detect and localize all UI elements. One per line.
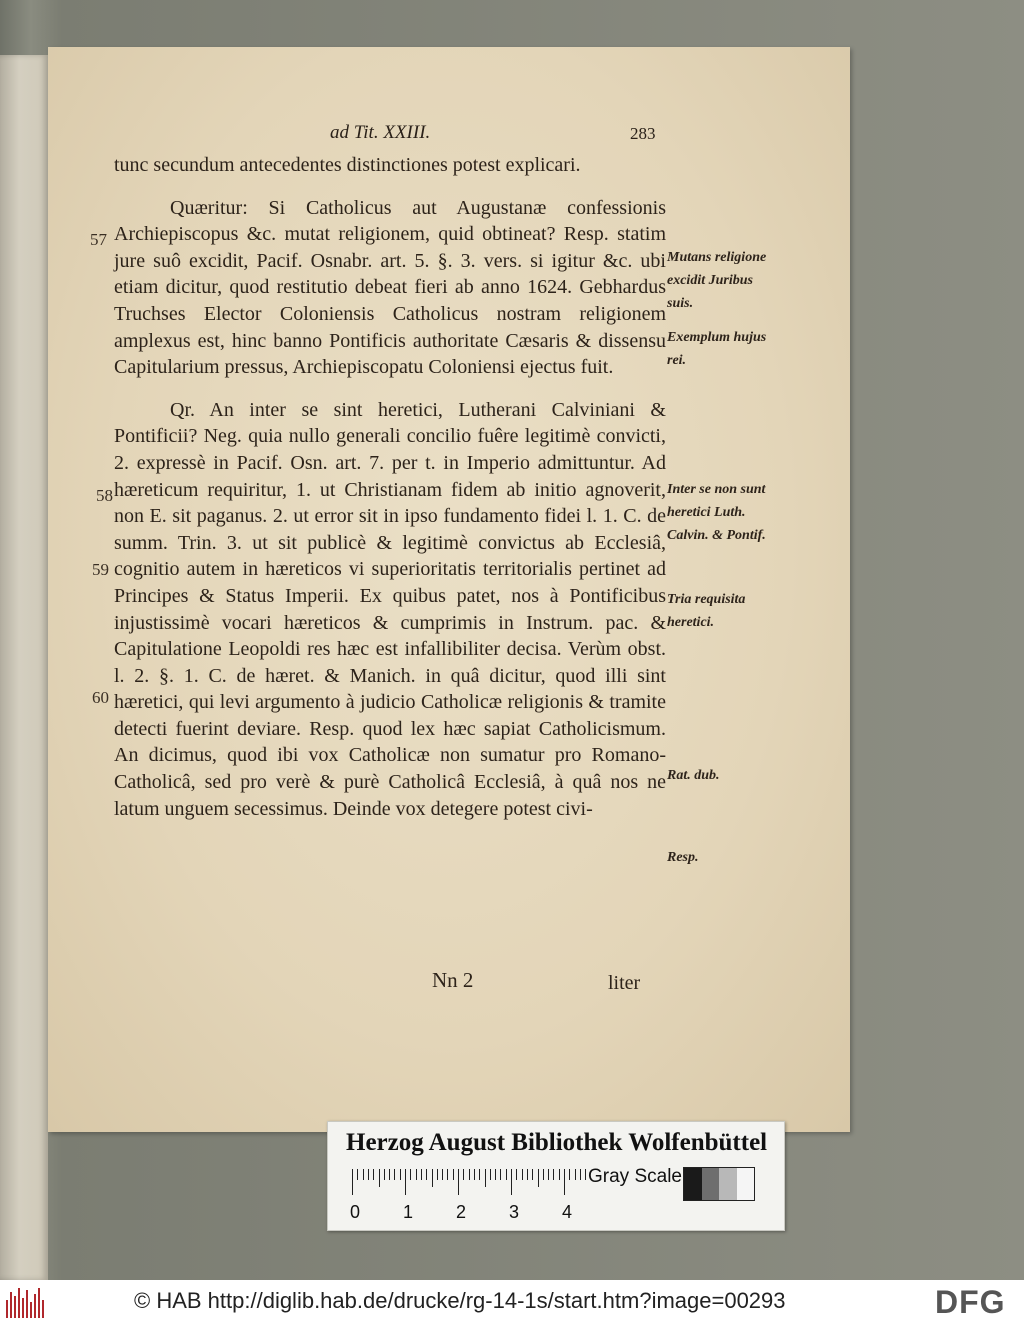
ruler-tick [373, 1169, 374, 1180]
ruler-tick [379, 1169, 380, 1187]
ruler-tick [458, 1169, 459, 1195]
ruler-tick [538, 1169, 539, 1187]
ruler-tick [400, 1169, 401, 1180]
paragraph-2: Quæritur: Si Catholicus aut Augustanæ confessionis Archiepiscopus &c. mutat religionem, quid obtineat? Resp. statim jure suô excidit, Pacif. Osnabr. art. 5. §. 3. vers. si igitur &c. ubi etiam dicitur, quod restitutio debeat fieri ab anno 1624. Gebhardus Truchses Elector Coloniensis Catholicus nostram religionem amplexus est, hinc banno Pontificis authoritate Cæsaris & dissensu Capitularium pressus, Archiepiscopatu Coloniensi ejectus fuit. [114, 196, 666, 379]
ruler-tick [580, 1169, 581, 1180]
ruler-tick [394, 1169, 395, 1180]
ruler-tick [543, 1169, 544, 1180]
ruler-tick [410, 1169, 411, 1180]
margin-note: Exemplum hujus rei. [667, 330, 767, 368]
ruler-tick [426, 1169, 427, 1180]
margin-note: Resp. [667, 850, 699, 865]
ruler-tick [469, 1169, 470, 1180]
footer-bar [0, 1280, 1024, 1325]
ruler [352, 1169, 582, 1195]
logo-bar [26, 1290, 28, 1318]
ruler-tick [569, 1169, 570, 1180]
ruler-tick [357, 1169, 358, 1180]
margin-note: Inter se non sunt heretici Luth. Calvin. & Pontif. [667, 482, 766, 543]
logo-bar [10, 1292, 12, 1318]
ruler-tick [463, 1169, 464, 1180]
ruler-tick [368, 1169, 369, 1180]
ruler-tick [352, 1169, 353, 1195]
ruler-tick [437, 1169, 438, 1180]
logo-bar [42, 1300, 44, 1318]
ruler-tick [453, 1169, 454, 1180]
margin-note: Tria requisita heretici. [667, 592, 746, 630]
ruler-tick [553, 1169, 554, 1180]
paragraph-1: tunc secundum antecedentes distinctiones potest explicari. [114, 154, 581, 176]
ruler-tick [490, 1169, 491, 1180]
logo-bar [22, 1298, 24, 1318]
ruler-tick [479, 1169, 480, 1180]
ruler-tick [421, 1169, 422, 1180]
ruler-tick [559, 1169, 560, 1180]
ruler-label: 3 [509, 1202, 520, 1222]
page-number: 283 [630, 124, 656, 143]
ruler-tick [548, 1169, 549, 1180]
logo-bar [18, 1288, 20, 1318]
running-head: ad Tit. XXIII. [330, 122, 431, 143]
ruler-tick [485, 1169, 486, 1187]
catchword: liter [608, 972, 641, 994]
paragraph-3: Qr. An inter se sint heretici, Lutherani Calviniani & Pontificii? Neg. quia nullo generali concilio fuêre legitimè convicti, 2. expressè in Pacif. Osn. art. 7. per t. in Imperio admittuntur. Ad hæreticum requiritur, 1. ut Christianam fidem ab initio agnoverit, non E. sit paganus. 2. ut error sit in ipso fundamento fidei l. 1. C. de summ. Trin. 3. ut sit publicè & legitimè convictus ab Ecclesiâ, cognitio autem in hæreticos vi superioritatis territorialis pertinet ad Principes & Status Imperii. Ex quibus patet, nos à Pontificibus injustissimè vocari hæreticos & cumprimis in Instrum. pac. & Capitulatione Leopoldi res hæc est infallibiliter decisa. Verùm obst. l. 2. §. 1. C. de hæret. & Manich. in quâ dicitur, quod illi sint hæretici, qui levi argumento à judicio Catholicæ religionis & tramite detecti fuerint deviare. Resp. quod lex hæc sapiat Catholicismum. An dicimus, quod ibi vox Catholicæ non sumatur pro Romano-Catholicâ, sed pro verè & purè Catholicâ Ecclesiâ, à quâ nos ne latum unguem secessimus. Deinde vox detegere potest civi- [114, 398, 666, 820]
ruler-tick [384, 1169, 385, 1180]
ruler-label: 4 [562, 1202, 573, 1222]
signature-mark: Nn 2 [432, 968, 474, 992]
ruler-label: 0 [350, 1202, 361, 1222]
ruler-label: 1 [403, 1202, 414, 1222]
margin-note: Mutans religione excidit Juribus suis. [667, 250, 767, 311]
ruler-tick [522, 1169, 523, 1180]
gray-swatch [737, 1168, 755, 1200]
ruler-tick [585, 1169, 586, 1180]
ruler-tick [527, 1169, 528, 1180]
card-title: Herzog August Bibliothek Wolfenbüttel [346, 1129, 768, 1156]
ruler-tick [500, 1169, 501, 1180]
main-text-block [114, 152, 666, 838]
book-spine [0, 55, 48, 1280]
paragraph-marker: 59 [92, 560, 109, 579]
logo-bar [6, 1300, 8, 1318]
copyright-link[interactable]: © HAB http://diglib.hab.de/drucke/rg-14-1s/start.htm?image=00293 [134, 1288, 786, 1313]
ruler-tick [405, 1169, 406, 1195]
dfg-logo: DFG [935, 1284, 1006, 1320]
gray-swatch [702, 1168, 720, 1200]
logo-bar [30, 1302, 32, 1318]
logo-bar [34, 1294, 36, 1318]
gray-swatch [684, 1168, 702, 1200]
ruler-tick [564, 1169, 565, 1195]
margin-note: Rat. dub. [667, 768, 720, 783]
ruler-tick [432, 1169, 433, 1187]
paragraph-marker: 60 [92, 688, 109, 707]
ruler-tick [495, 1169, 496, 1180]
logo-bar [14, 1296, 16, 1318]
ruler-tick [532, 1169, 533, 1180]
paragraph-marker: 57 [90, 230, 107, 249]
ruler-tick [442, 1169, 443, 1180]
logo-bar [38, 1288, 40, 1318]
gray-swatch [719, 1168, 737, 1200]
ruler-tick [506, 1169, 507, 1180]
ruler-tick [516, 1169, 517, 1180]
ruler-tick [389, 1169, 390, 1180]
gray-scale-swatches [683, 1167, 755, 1201]
hab-logo-icon [6, 1288, 46, 1318]
gray-scale-label: Gray Scale [588, 1166, 682, 1187]
ruler-tick [575, 1169, 576, 1180]
ruler-tick [416, 1169, 417, 1180]
paragraph-marker: 58 [96, 486, 113, 505]
ruler-tick [511, 1169, 512, 1195]
ruler-labels [346, 1202, 606, 1224]
color-reference-card [327, 1121, 785, 1231]
ruler-tick [363, 1169, 364, 1180]
ruler-tick [474, 1169, 475, 1180]
ruler-label: 2 [456, 1202, 467, 1222]
ruler-tick [447, 1169, 448, 1180]
